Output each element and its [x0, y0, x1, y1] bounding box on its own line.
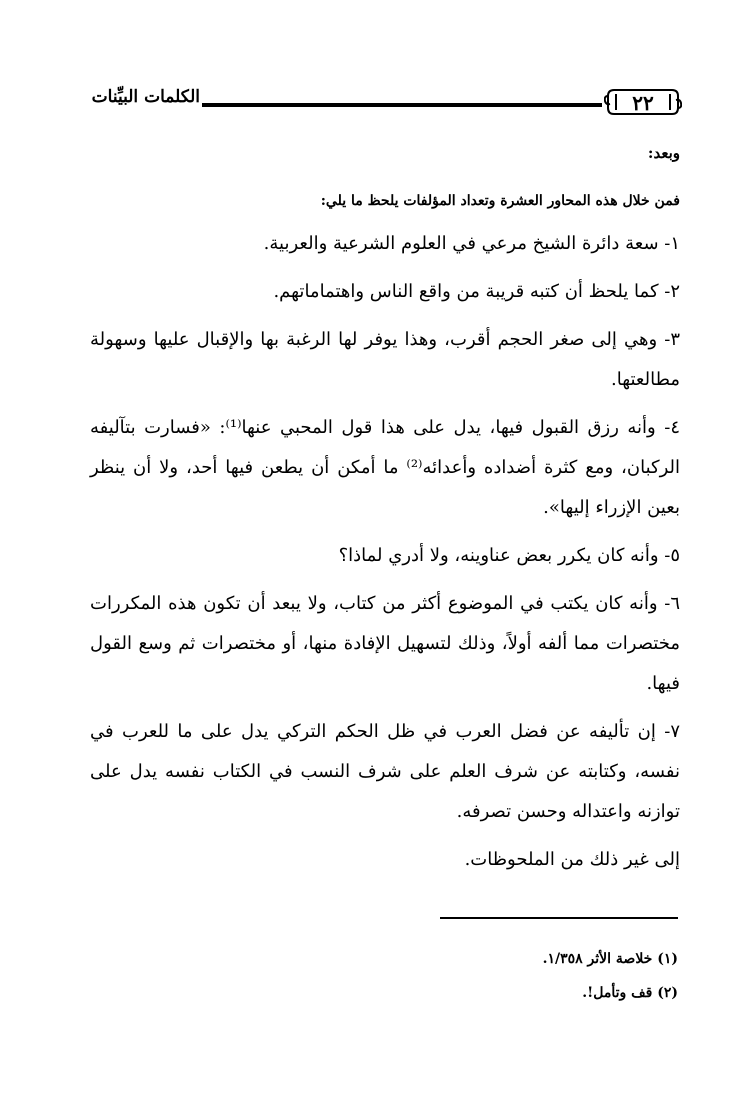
footnote-rule: [440, 917, 678, 919]
intro-label: وبعد:: [647, 144, 680, 162]
closing-line: إلى غير ذلك من الملحوظات.: [464, 849, 680, 870]
page-number: ٢٢: [632, 91, 654, 115]
list-item: ٥- وأنه كان يكرر بعض عناوينه، ولا أدري لماذا؟: [338, 545, 680, 566]
running-head: [92, 84, 682, 124]
header-rule: [202, 103, 602, 107]
footnote: (٢) قف وتأمل!.: [582, 985, 678, 1001]
list-item: ٢- كما يلحظ أن كتبه قريبة من واقع الناس واهتماماتهم.: [273, 281, 680, 302]
list-item: ٧- إن تأليفه عن فضل العرب في ظل الحكم التركي يدل على ما للعرب في نفسه، وكتابته عن شرف العلم على شرف النسب في الكتاب نفسه يدل على توازنه واعتداله وحسن تصرفه.: [90, 721, 680, 822]
page-number-badge: [604, 86, 682, 118]
footnotes: [300, 942, 678, 1010]
book-title: الكلمات البيِّنات: [91, 87, 200, 107]
intro-sentence: فمن خلال هذه المحاور العشرة وتعداد المؤلفات يلحظ ما يلي:: [320, 193, 680, 209]
body-text: [90, 138, 680, 880]
footnote: (١) خلاصة الأثر ١/٣٥٨.: [542, 951, 678, 967]
list-item: ٣- وهي إلى صغر الحجم أقرب، وهذا يوفر لها الرغبة بها والإقبال عليها وسهولة مطالعتها.: [90, 329, 680, 390]
list-item: ٦- وأنه كان يكتب في الموضوع أكثر من كتاب، ولا يبعد أن تكون هذه المكررات مختصرات مما ألفه أولاً، وذلك لتسهيل الإفادة منها، أو مختصرات ثم وسع القول فيها.: [90, 593, 680, 694]
list-item: ٤- وأنه رزق القبول فيها، يدل على هذا قول المحبي عنها⁽¹⁾: «فسارت بتآليفه الركبان، ومع كثرة أضداده وأعدائه⁽²⁾ ما أمكن أن يطعن فيها أحد، ولا أن ينظر بعين الإزراء إليها».: [90, 417, 680, 518]
list-item: ١- سعة دائرة الشيخ مرعي في العلوم الشرعية والعربية.: [263, 233, 680, 254]
